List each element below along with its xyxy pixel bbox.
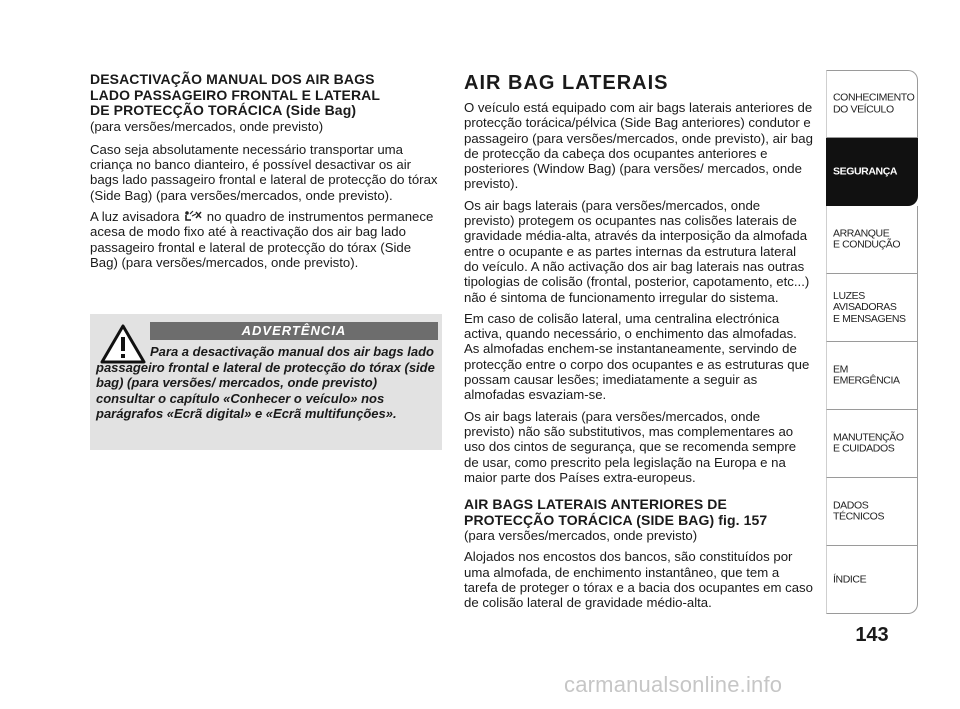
chapter-tabs xyxy=(826,70,918,614)
heading-line: LADO PASSAGEIRO FRONTAL E LATERAL xyxy=(90,86,381,103)
heading-line: PROTECÇÃO TORÁCICA (SIDE BAG) fig. 157 xyxy=(464,511,768,528)
heading-line: DE PROTECÇÃO TORÁCICA (Side Bag) xyxy=(90,102,357,118)
tab-label: MANUTENÇÃO E CUIDADOS xyxy=(833,431,904,455)
airbag-off-icon xyxy=(183,210,203,222)
section-subtitle: (para versões/mercados, onde previsto) xyxy=(90,118,324,134)
paragraph: Caso seja absolutamente necessário transportar uma criança no banco dianteiro, é possível desactivar os air bags lado passageiro frontal e lateral de protecção do tórax (Side Bag) (para versões/mercados, onde previsto). xyxy=(90,141,438,203)
paragraph: O veículo está equipado com air bags laterais anteriores de protecção torácica/pélvica (Side Bag anteriores) condutor e passageiro (para versões/mercados, onde previsto), air bag de protecção da cabeça dos ocupantes anteriores e posteriores (Window Bag) (para versões/ mercados, onde previsto). xyxy=(464,100,813,192)
tab-label: SEGURANÇA xyxy=(833,164,898,177)
tab-label: CONHECIMENTO DO VEÍCULO xyxy=(833,91,915,115)
tab-luzes[interactable] xyxy=(826,274,918,342)
tab-dados[interactable] xyxy=(826,478,918,546)
tab-label: DADOS TÉCNICOS xyxy=(833,499,885,523)
warning-box xyxy=(90,314,442,450)
paragraph: Alojados nos encostos dos bancos, são constituídos por uma almofada, de enchimento instantâneo, que tem a tarefa de proteger o tórax e a bacia dos ocupantes em caso de colisão lateral de gravidade médio-alta. xyxy=(464,549,813,611)
paragraph: Os air bags laterais (para versões/mercados, onde previsto) protegem os ocupantes nas colisões laterais de gravidade média-alta, através da interposição da almofada entre o ocupante e as partes internas da estrutura lateral do veículo. A não activação dos air bag laterais nas outras tipologias de colisão (frontal, posterior, capotamento, etc...) não é sintoma de funcionamento irregular do sistema. xyxy=(464,197,810,305)
tab-manutencao[interactable] xyxy=(826,410,918,478)
page-title: AIR BAG LATERAIS xyxy=(464,72,669,94)
page-number: 143 xyxy=(855,624,889,646)
warning-text: Para a desactivação manual dos air bags lado passageiro frontal e lateral de protecção do tórax (side bag) (para versões/ mercados, onde previsto) consultar o capítulo «Conhecer o veículo» nos parágrafos «Ecrã digital» e «Ecrã multifunções». xyxy=(96,344,435,421)
tab-emergencia[interactable] xyxy=(826,342,918,410)
watermark: carmanualsonline.info xyxy=(564,672,783,697)
tab-label: EM EMERGÊNCIA xyxy=(833,363,900,387)
right-column xyxy=(464,72,814,617)
section-subtitle: (para versões/mercados, onde previsto) xyxy=(464,528,698,544)
tab-label: LUZES AVISADORAS E MENSAGENS xyxy=(833,289,906,325)
warning-header: ADVERTÊNCIA xyxy=(150,322,438,340)
heading-line: AIR BAGS LATERAIS ANTERIORES DE xyxy=(464,496,727,513)
paragraph xyxy=(90,209,442,270)
section-heading xyxy=(90,72,442,119)
paragraph-text: A luz avisadora xyxy=(90,208,180,224)
tab-label: ÍNDICE xyxy=(833,572,867,585)
tab-indice[interactable] xyxy=(826,546,918,614)
paragraph-text: no quadro de instrumentos permanece acesa de modo fixo até à reactivação dos air bag lado passageiro frontal e lateral de protecção do tórax (Side Bag) (para versões/mercados, onde previsto). xyxy=(90,208,434,270)
tab-conhecimento[interactable] xyxy=(826,70,918,138)
section-heading xyxy=(464,497,814,528)
paragraph: Os air bags laterais (para versões/mercados, onde previsto) não são substitutivos, mas complementares ao uso dos cintos de segurança, que se recomenda sempre de usar, como prescrito pela legislação na Europa e na maior parte dos Países extra-europeus. xyxy=(464,408,797,485)
tab-arranque[interactable] xyxy=(826,206,918,274)
left-column xyxy=(90,72,442,276)
tab-seguranca[interactable] xyxy=(826,138,918,206)
paragraph: Em caso de colisão lateral, uma centralina electrónica activa, quando necessário, o enchimento das almofadas. As almofadas enchem-se instantaneamente, servindo de protecção entre o corpo dos ocupantes e as estruturas que possam causar lesões; imediatamente a seguir as almofadas esvaziam-se. xyxy=(464,310,810,403)
heading-line: DESACTIVAÇÃO MANUAL DOS AIR BAGS xyxy=(90,71,375,87)
tab-label: ARRANQUE E CONDUÇÃO xyxy=(833,227,901,251)
